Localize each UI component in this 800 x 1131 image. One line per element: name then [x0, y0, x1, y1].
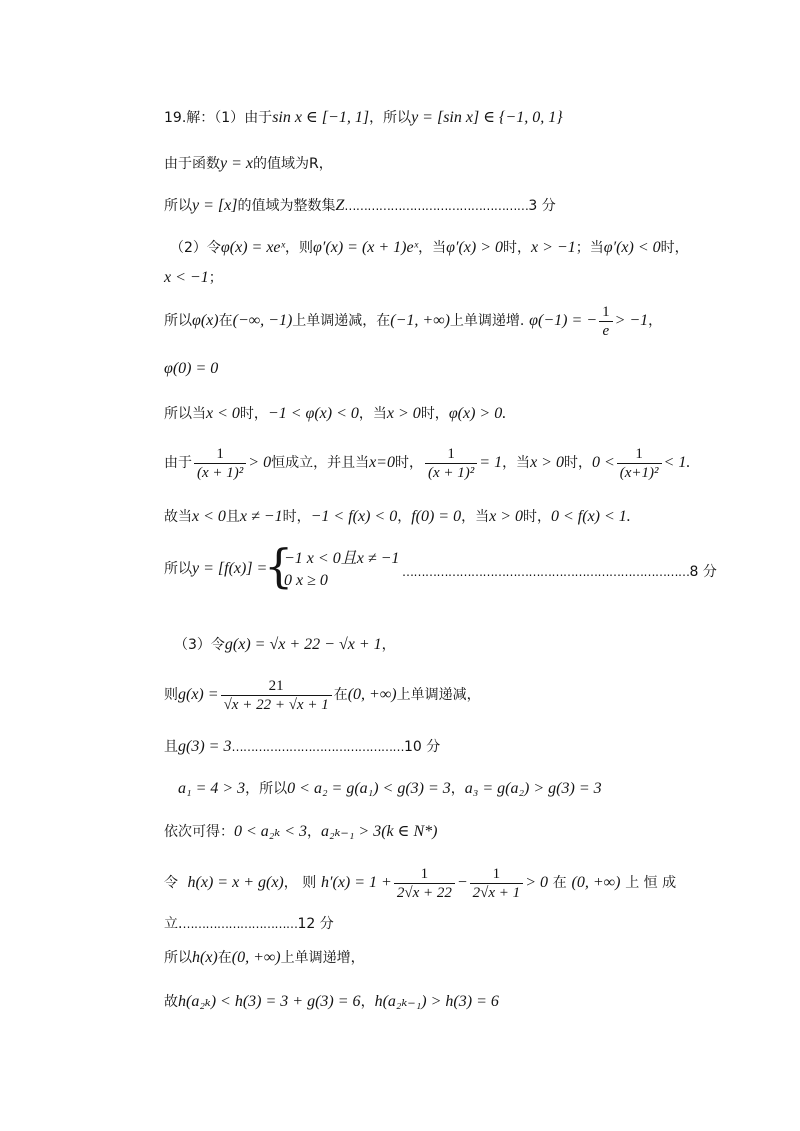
- text: ，当: [358, 406, 387, 422]
- text: 在: [552, 875, 567, 891]
- fraction-numerator: 1: [492, 865, 501, 882]
- fraction: [394, 865, 455, 902]
- fraction-numerator: 1: [635, 445, 643, 462]
- fraction-denominator: e: [599, 321, 613, 340]
- left-brace-icon: {: [264, 539, 294, 593]
- part2-line7: [164, 505, 631, 528]
- fraction-denominator: 2√x + 1: [470, 883, 524, 902]
- text: 在: [217, 950, 232, 966]
- text: ，: [450, 781, 465, 797]
- text: 时，: [563, 455, 592, 471]
- math: > −1: [614, 312, 649, 329]
- fraction-denominator: 2√x + 22: [394, 883, 455, 902]
- score-dots: …………………………………………………………………: [402, 565, 690, 579]
- math: 0 < a₂ = g(a₁) < g(3) = 3: [287, 780, 451, 797]
- math: y = x: [220, 155, 253, 172]
- text: 令: [164, 875, 178, 891]
- math: y = [sin x] ∈ {−1, 0, 1}: [411, 109, 563, 126]
- math: −1 < φ(x) < 0: [267, 405, 359, 422]
- part1-line2: [164, 152, 333, 175]
- text: 且: [225, 509, 240, 525]
- text: 时，: [503, 240, 532, 256]
- part3-line9: [164, 990, 499, 1013]
- math: x > 0: [530, 454, 564, 471]
- text: 所以: [164, 561, 192, 577]
- piecewise-case-1: −1 x < 0且x ≠ −1: [284, 550, 400, 567]
- math: 0 < a₂ₖ < 3: [234, 823, 307, 840]
- fraction-numerator: 21: [268, 677, 284, 694]
- math: = 1: [479, 454, 503, 471]
- fraction-numerator: 1: [447, 445, 455, 462]
- text: ，: [307, 824, 321, 840]
- text: ，: [381, 637, 396, 653]
- math: h(x) = x + g(x): [187, 874, 284, 891]
- text: 所以: [164, 950, 192, 966]
- fraction-denominator: √x + 22 + √x + 1: [221, 695, 332, 714]
- math: > 0: [248, 454, 272, 471]
- part2-line8: [164, 557, 267, 580]
- math: x > 0: [386, 405, 421, 422]
- math: a₁ = 4 > 3: [178, 780, 246, 797]
- problem-number: 19.解：: [164, 110, 215, 126]
- math: φ′(x) > 0: [446, 239, 504, 256]
- fraction-numerator: 1: [602, 303, 610, 320]
- fraction-denominator: (x + 1)²: [425, 463, 477, 482]
- text: 所以当: [164, 406, 206, 422]
- fraction-denominator: (x + 1)²: [194, 463, 246, 482]
- math: h(a₂ₖ) < h(3) = 3 + g(3) = 6: [178, 993, 361, 1010]
- math: φ(x) > 0.: [448, 405, 507, 422]
- part2-line5: [164, 402, 506, 425]
- math: a₃ = g(a₂) > g(3) = 3: [464, 780, 602, 797]
- text: 时，: [239, 406, 268, 422]
- score-label: 3 分: [528, 198, 556, 214]
- part3-line2: [164, 672, 481, 717]
- math: φ(x): [192, 312, 219, 329]
- text: 的值域为R，: [253, 156, 333, 172]
- fraction-numerator: 1: [420, 865, 429, 882]
- text: 依次可得：: [164, 824, 234, 840]
- math: Z: [335, 197, 345, 214]
- text: ，当: [502, 455, 531, 471]
- fraction: [194, 445, 246, 482]
- text: ，当: [461, 509, 490, 525]
- part3-line7: [164, 912, 334, 935]
- part1-tag: （1）: [214, 110, 245, 126]
- text: 时，: [660, 240, 689, 256]
- fraction: [425, 445, 477, 482]
- fraction: [617, 445, 662, 482]
- math: (−1, +∞): [390, 312, 450, 329]
- part2-tag: （2）令: [170, 240, 221, 256]
- text: 时，: [420, 406, 449, 422]
- math: −1 < f(x) < 0: [310, 508, 398, 525]
- math: x > −1: [531, 239, 576, 256]
- math: x ≠ −1: [239, 508, 283, 525]
- math: −: [456, 874, 468, 891]
- text: 时，: [282, 509, 311, 525]
- math: φ(0) = 0: [164, 360, 219, 377]
- text: 由于函数: [164, 156, 220, 172]
- text: 时，: [394, 455, 423, 471]
- text: 故: [164, 994, 178, 1010]
- text: ，当: [418, 240, 447, 256]
- text: ，: [397, 509, 412, 525]
- fraction: [221, 677, 332, 714]
- math: y = [x]: [192, 197, 238, 214]
- part2-line3: [164, 300, 662, 341]
- text: 上 恒 成: [625, 875, 677, 891]
- text: 所以: [164, 313, 192, 329]
- part1-line1: [164, 106, 563, 129]
- math: x > 0: [489, 508, 523, 525]
- text: 上单调递增.: [449, 313, 525, 329]
- math: (0, +∞): [347, 686, 397, 703]
- math: x < −1: [164, 269, 209, 286]
- text: 上单调递减，在: [292, 313, 391, 329]
- score-dots: ………………………………………: [231, 740, 404, 754]
- math: h′(x) = 1 +: [321, 874, 392, 891]
- score-label: 8 分: [689, 564, 717, 580]
- math: > 0: [525, 874, 548, 891]
- math: y = [f(x)] =: [192, 560, 268, 577]
- math: (0, +∞): [571, 874, 621, 891]
- text: ，: [648, 313, 663, 329]
- fraction-numerator: 1: [216, 445, 224, 462]
- part3-line5: [164, 820, 437, 843]
- text: ；当: [575, 240, 604, 256]
- math: h(a₂ₖ₋₁) > h(3) = 6: [374, 993, 499, 1010]
- part2-line1: [170, 236, 689, 259]
- text: 且: [164, 739, 178, 755]
- math: (0, +∞): [231, 949, 281, 966]
- text: 由于: [164, 455, 192, 471]
- part3-line8: [164, 946, 365, 969]
- math: φ′(x) < 0: [603, 239, 661, 256]
- math: h(x): [192, 949, 218, 966]
- part3-line3: [164, 735, 440, 758]
- part2-score: [402, 560, 717, 583]
- part3-tag: （3）令: [174, 637, 225, 653]
- score-label: 12 分: [297, 916, 334, 932]
- text: 的值域为整数集: [237, 198, 336, 214]
- math: f(0) = 0: [411, 508, 462, 525]
- math: a₂ₖ₋₁ > 3(k ∈ N*): [321, 823, 438, 840]
- part2-line4: [164, 357, 218, 380]
- text: 故当: [164, 509, 192, 525]
- fraction: [599, 303, 613, 340]
- part3-line1: [174, 633, 396, 656]
- math: φ(x) = xeˣ: [220, 239, 286, 256]
- math: x < 0: [206, 405, 240, 422]
- score-label: 10 分: [403, 739, 441, 755]
- text: 在: [218, 313, 233, 329]
- score-dots: …………………………………………: [344, 199, 529, 213]
- math: g(3) = 3: [178, 738, 232, 755]
- math: 0 < f(x) < 1.: [551, 508, 631, 525]
- piecewise-case-2: 0 x ≥ 0: [284, 572, 328, 589]
- fraction: [470, 865, 524, 902]
- text: 所以: [164, 198, 192, 214]
- math: x < 0: [192, 508, 226, 525]
- text: ， 则: [283, 875, 317, 891]
- math: sin x ∈ [−1, 1]: [272, 109, 370, 126]
- part1-line3: [164, 194, 556, 217]
- text: 恒成立，并且当: [271, 455, 370, 471]
- text: 上单调递减，: [396, 687, 481, 703]
- text: 上单调递增，: [280, 950, 365, 966]
- text: ，: [360, 994, 375, 1010]
- math: < 1.: [663, 454, 691, 471]
- text: ，所以: [245, 781, 288, 797]
- math: g(x) = √x + 22 − √x + 1: [224, 636, 382, 653]
- score-dots: …………………………: [182, 917, 298, 931]
- text: ，则: [285, 240, 314, 256]
- part2-line6: [164, 442, 690, 483]
- part2-line2: [164, 266, 223, 289]
- math: φ′(x) = (x + 1)eˣ: [313, 239, 419, 256]
- text: 时，: [523, 509, 551, 525]
- math: φ(−1) = −: [529, 312, 598, 329]
- text: ，所以: [369, 110, 412, 126]
- math: g(x) =: [178, 686, 219, 703]
- text: 立.: [164, 916, 183, 932]
- math: 0 <: [591, 454, 615, 471]
- math: x=0: [369, 454, 395, 471]
- math: (−∞, −1): [232, 312, 293, 329]
- text: 则: [164, 687, 178, 703]
- part3-line6: [164, 860, 676, 905]
- text: ；: [208, 270, 223, 286]
- text: 由于: [244, 110, 273, 126]
- fraction-denominator: (x+1)²: [617, 463, 662, 482]
- text: 在: [333, 687, 348, 703]
- part3-line4: [178, 777, 602, 800]
